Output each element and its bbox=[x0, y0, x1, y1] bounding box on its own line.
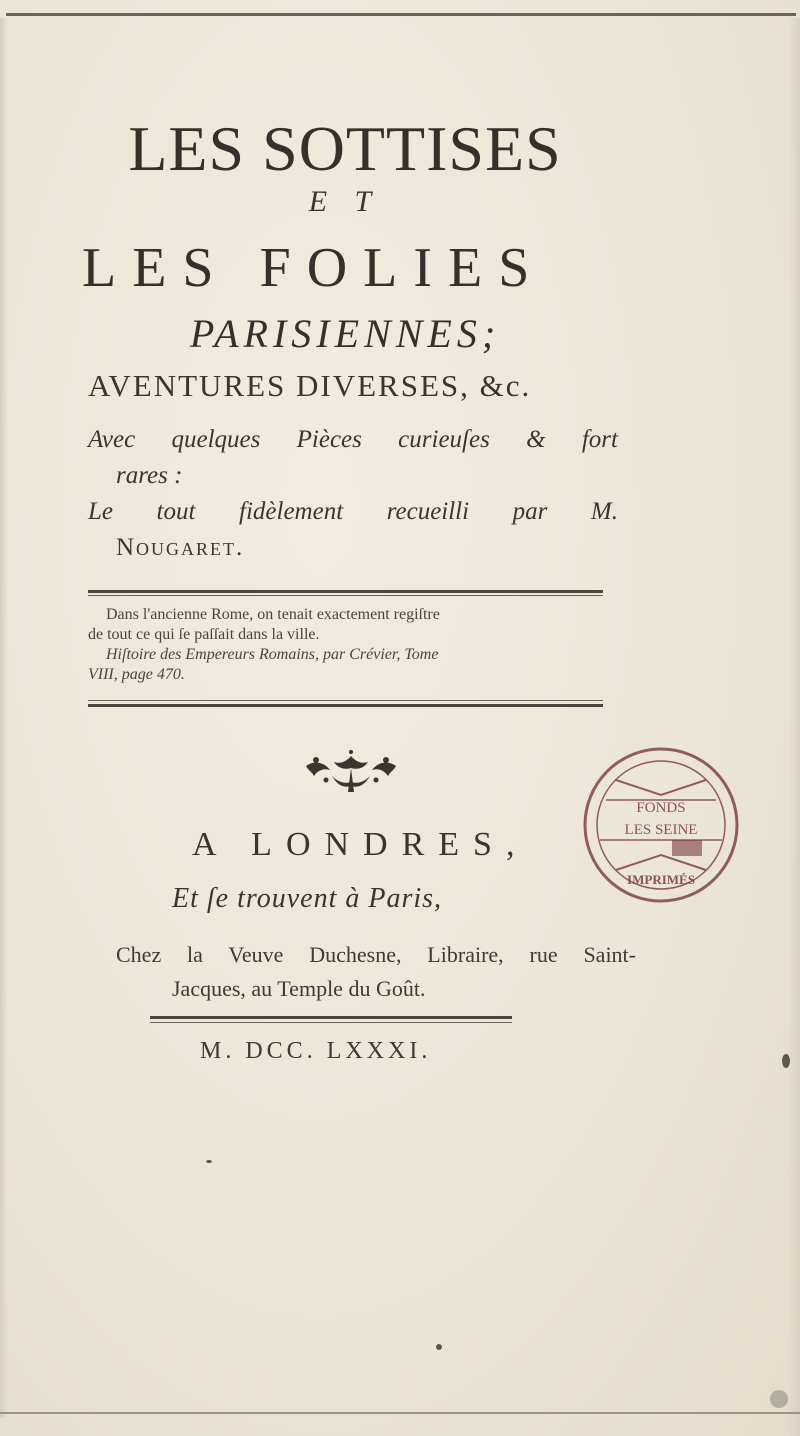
rule-bottom-epigraph bbox=[88, 704, 603, 707]
ink-blemish bbox=[782, 1054, 790, 1068]
imprint-city: A LONDRES, bbox=[192, 826, 529, 863]
epigraph-source-line-2: VIII, page 470. bbox=[88, 666, 185, 683]
epigraph-quote-line-2: de tout ce qui ſe paſſait dans la ville. bbox=[88, 626, 320, 643]
rule-above-date-thin bbox=[150, 1022, 512, 1023]
page-right-edge bbox=[788, 18, 800, 1436]
title-line-3: LES FOLIES bbox=[82, 237, 546, 299]
description-line-3: Le tout fidèlement recueilli par M. bbox=[88, 498, 618, 525]
title-line-1: LES SOTTISES bbox=[128, 113, 562, 184]
author-name: Nougaret. bbox=[116, 534, 245, 561]
description bbox=[88, 422, 618, 566]
stamp-text-top: FONDS bbox=[636, 800, 686, 816]
page-bottom-edge bbox=[0, 1412, 800, 1414]
stamp-text-middle: LES SEINE bbox=[624, 822, 698, 838]
fleuron-ornament bbox=[296, 748, 406, 796]
publisher-line-2: Jacques, au Temple du Goût. bbox=[172, 976, 426, 1001]
corner-stain bbox=[770, 1390, 788, 1408]
ink-speck-2 bbox=[206, 1160, 212, 1163]
description-line-2: rares : bbox=[116, 462, 183, 489]
imprint-paris: Et ſe trouvent à Paris, bbox=[172, 883, 443, 914]
title-line-2: E T bbox=[308, 185, 382, 218]
publication-date: M. DCC. LXXXI. bbox=[200, 1038, 432, 1064]
page-left-edge bbox=[0, 18, 8, 1418]
stamp-text-bottom: IMPRIMÉS bbox=[627, 872, 695, 887]
rule-bottom-epigraph-thin bbox=[88, 700, 603, 701]
ink-speck bbox=[436, 1344, 442, 1350]
rule-above-date bbox=[150, 1016, 512, 1019]
title-line-4: PARISIENNES; bbox=[189, 311, 501, 356]
page-top-edge bbox=[6, 13, 796, 16]
subtitle: AVENTURES DIVERSES, &c. bbox=[88, 368, 532, 403]
rule-top-epigraph bbox=[88, 590, 603, 593]
epigraph-quote-line-1: Dans l'ancienne Rome, on tenait exactement regiſtre bbox=[106, 606, 440, 623]
publisher-line bbox=[116, 938, 636, 1006]
library-stamp bbox=[576, 740, 746, 910]
epigraph bbox=[88, 605, 618, 685]
description-line-1: Avec quelques Pièces curieuſes & fort bbox=[88, 426, 618, 453]
publisher-line-1: Chez la Veuve Duchesne, Libraire, rue Saint- bbox=[116, 942, 636, 967]
rule-top-epigraph-thin bbox=[88, 595, 603, 596]
epigraph-source-line-1: Hiſtoire des Empereurs Romains, par Crévier, Tome bbox=[106, 646, 439, 663]
